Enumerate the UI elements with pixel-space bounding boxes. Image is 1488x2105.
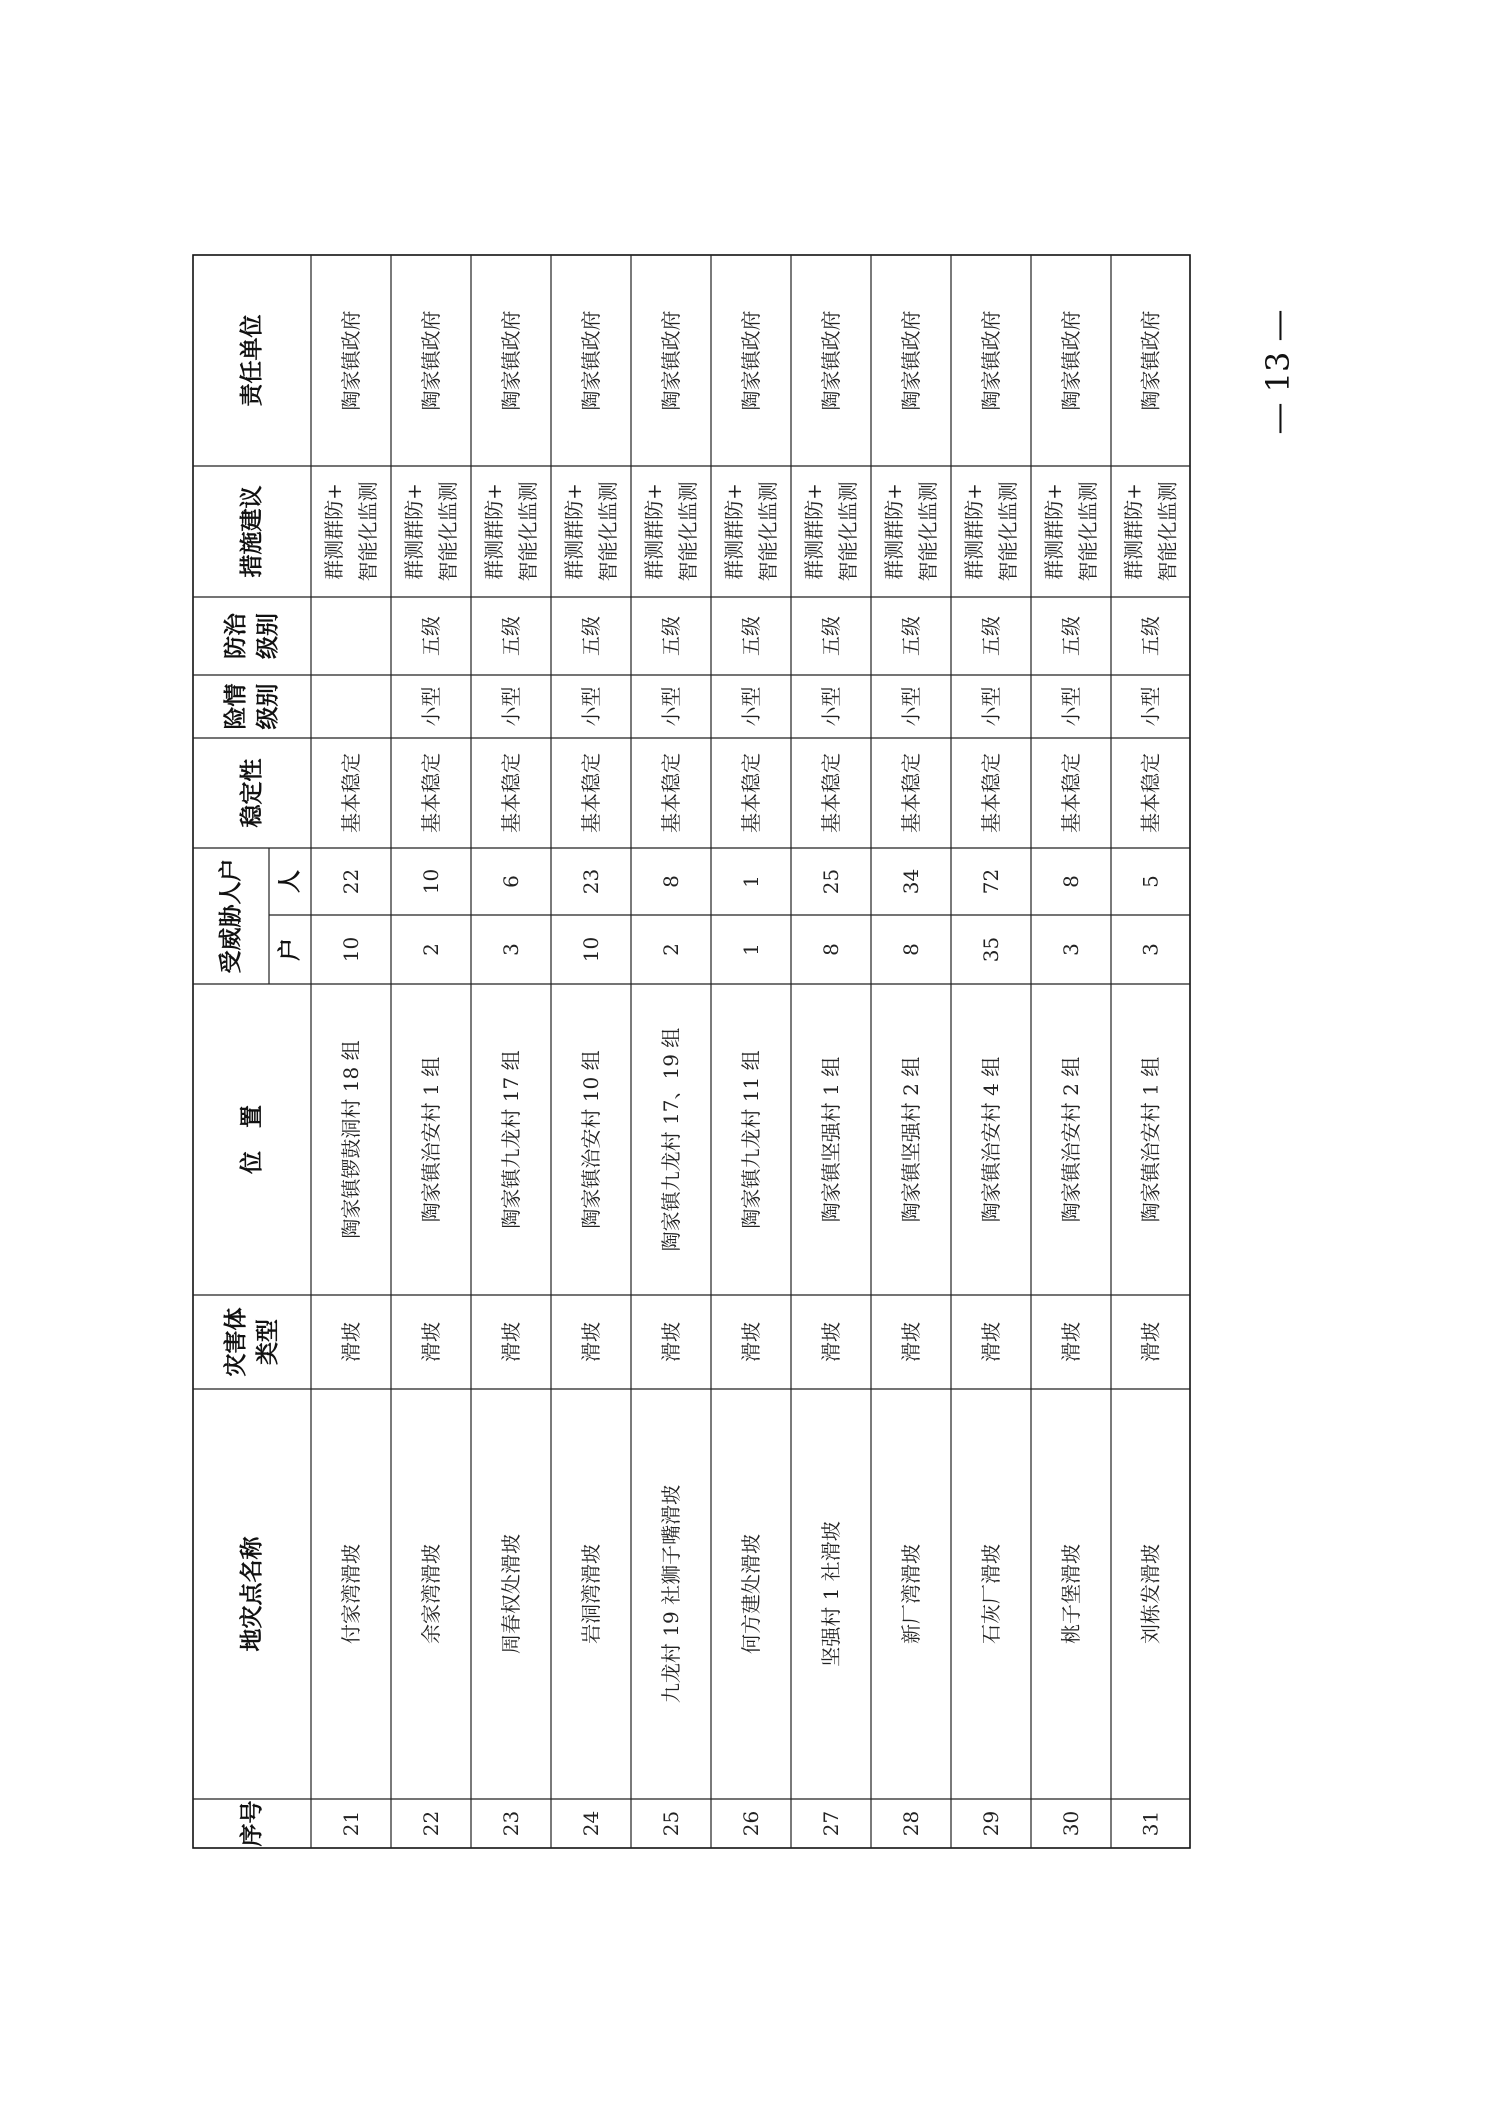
cell-households: 2 <box>419 943 443 956</box>
header-prevention-line2: 级别 <box>255 613 281 659</box>
header-location: 位 置 <box>239 1105 265 1174</box>
header-type-line1: 灾害体 <box>223 1307 249 1377</box>
header-name: 地灾点名称 <box>239 1536 265 1652</box>
cell-households: 8 <box>819 943 843 956</box>
cell-seq: 24 <box>579 1810 603 1837</box>
cell-prevention: 五级 <box>899 616 923 656</box>
cell-measures-line1: 群测群防+ <box>642 483 666 580</box>
cell-measures-line1: 群测群防+ <box>1121 483 1146 580</box>
cell-stability: 基本稳定 <box>819 753 843 833</box>
cell-name: 石灰厂滑坡 <box>979 1544 1003 1644</box>
cell-prevention: 五级 <box>419 616 443 656</box>
cell-danger: 小型 <box>579 686 603 727</box>
cell-danger: 小型 <box>499 686 523 727</box>
cell-unit: 陶家镇政府 <box>579 310 603 411</box>
cell-measures-line2: 智能化监测 <box>596 481 620 582</box>
cell-people: 34 <box>899 868 923 895</box>
header-danger-line2: 级别 <box>255 683 281 730</box>
cell-measures-line2: 智能化监测 <box>996 481 1020 582</box>
cell-unit: 陶家镇政府 <box>1059 310 1083 411</box>
cell-stability: 基本稳定 <box>1059 753 1083 833</box>
cell-unit: 陶家镇政府 <box>819 310 843 411</box>
cell-prevention: 五级 <box>579 616 603 656</box>
cell-name: 岩洞湾滑坡 <box>579 1544 603 1644</box>
cell-people: 1 <box>739 875 763 888</box>
header-unit: 责任单位 <box>239 314 265 407</box>
header-measures: 措施建议 <box>239 485 265 578</box>
cell-type: 滑坡 <box>339 1322 363 1362</box>
cell-households: 3 <box>1059 943 1083 956</box>
cell-seq: 31 <box>1138 1810 1163 1837</box>
cell-danger: 小型 <box>1059 686 1083 727</box>
cell-measures-line1: 群测群防+ <box>322 483 346 580</box>
cell-location: 陶家镇坚强村 2 组 <box>899 1056 923 1223</box>
cell-households: 35 <box>979 936 1003 963</box>
cell-unit: 陶家镇政府 <box>419 310 443 411</box>
cell-location: 陶家镇治安村 1 组 <box>419 1056 443 1223</box>
cell-measures-line2: 智能化监测 <box>676 481 700 582</box>
cell-stability: 基本稳定 <box>339 753 363 833</box>
table-row <box>562 311 620 1837</box>
cell-unit: 陶家镇政府 <box>739 310 763 411</box>
cell-danger: 小型 <box>739 686 763 727</box>
cell-measures-line2: 智能化监测 <box>916 481 940 582</box>
table-row <box>882 311 940 1837</box>
table-row <box>1042 311 1100 1837</box>
table-row <box>802 311 860 1837</box>
cell-stability: 基本稳定 <box>419 753 443 833</box>
cell-danger: 小型 <box>819 686 843 727</box>
cell-people: 5 <box>1138 875 1163 888</box>
cell-type: 滑坡 <box>659 1322 683 1362</box>
header-seq: 序号 <box>239 1800 265 1847</box>
cell-measures-line2: 智能化监测 <box>516 481 540 582</box>
cell-location: 陶家镇治安村 4 组 <box>979 1056 1003 1223</box>
cell-name: 坚强村 1 社滑坡 <box>819 1521 843 1667</box>
cell-location: 陶家镇九龙村 17 组 <box>499 1050 523 1229</box>
cell-name: 何方建处滑坡 <box>739 1534 763 1654</box>
cell-measures-line1: 群测群防+ <box>562 483 586 580</box>
cell-name: 付家湾滑坡 <box>339 1544 363 1644</box>
header-threat: 受威胁人户 <box>218 858 244 974</box>
cell-stability: 基本稳定 <box>579 753 603 833</box>
cell-people: 6 <box>499 875 523 888</box>
cell-location: 陶家镇锣鼓洞村 18 组 <box>339 1040 363 1239</box>
header-danger-line1: 险情 <box>223 683 249 730</box>
cell-measures-line1: 群测群防+ <box>962 483 986 580</box>
cell-measures-line2: 智能化监测 <box>436 481 460 582</box>
cell-name: 九龙村 19 社狮子嘴滑坡 <box>659 1484 683 1704</box>
cell-households: 10 <box>339 936 363 963</box>
cell-people: 72 <box>979 868 1003 895</box>
cell-measures-line1: 群测群防+ <box>722 483 746 580</box>
table-row <box>322 311 380 1837</box>
table-row <box>722 311 780 1837</box>
cell-danger: 小型 <box>419 686 443 727</box>
cell-prevention: 五级 <box>499 616 523 656</box>
cell-stability: 基本稳定 <box>659 753 683 833</box>
cell-location: 陶家镇九龙村 17、19 组 <box>659 1027 683 1252</box>
cell-prevention: 五级 <box>819 616 843 656</box>
cell-people: 22 <box>339 868 363 895</box>
cell-stability: 基本稳定 <box>739 753 763 833</box>
cell-seq: 23 <box>499 1810 523 1837</box>
header-type-line2: 类型 <box>255 1319 281 1365</box>
table-row <box>402 311 460 1837</box>
table-row <box>482 311 540 1837</box>
cell-seq: 22 <box>419 1810 443 1837</box>
cell-location: 陶家镇九龙村 11 组 <box>739 1050 763 1229</box>
cell-unit: 陶家镇政府 <box>1138 310 1163 411</box>
header-households: 户 <box>277 938 303 961</box>
cell-stability: 基本稳定 <box>899 753 923 833</box>
cell-type: 滑坡 <box>739 1322 763 1362</box>
cell-location: 陶家镇治安村 1 组 <box>1138 1056 1163 1223</box>
cell-unit: 陶家镇政府 <box>659 310 683 411</box>
cell-name: 刘栋发滑坡 <box>1138 1544 1163 1644</box>
cell-people: 25 <box>819 868 843 895</box>
cell-seq: 21 <box>339 1810 363 1837</box>
cell-households: 8 <box>899 943 923 956</box>
cell-danger: 小型 <box>979 686 1003 727</box>
cell-unit: 陶家镇政府 <box>499 310 523 411</box>
cell-danger: 小型 <box>659 686 683 727</box>
cell-prevention: 五级 <box>979 616 1003 656</box>
cell-households: 3 <box>499 943 523 956</box>
cell-prevention: 五级 <box>739 616 763 656</box>
cell-measures-line1: 群测群防+ <box>1042 483 1066 580</box>
cell-seq: 30 <box>1059 1810 1083 1837</box>
header-prevention-line1: 防治 <box>223 613 249 659</box>
cell-type: 滑坡 <box>979 1322 1003 1362</box>
cell-people: 10 <box>419 868 443 895</box>
header-people: 人 <box>277 870 303 893</box>
cell-seq: 25 <box>659 1810 683 1837</box>
cell-stability: 基本稳定 <box>499 753 523 833</box>
cell-name: 桃子堡滑坡 <box>1059 1544 1083 1644</box>
table-body <box>322 311 1180 1837</box>
cell-households: 3 <box>1138 943 1163 956</box>
header-stability: 稳定性 <box>239 758 265 828</box>
page-number: — 13 — <box>1259 309 1297 435</box>
cell-stability: 基本稳定 <box>979 753 1003 833</box>
cell-location: 陶家镇坚强村 1 组 <box>819 1056 843 1223</box>
cell-name: 周春权处滑坡 <box>499 1534 523 1654</box>
cell-type: 滑坡 <box>579 1322 603 1362</box>
cell-location: 陶家镇治安村 10 组 <box>579 1050 603 1229</box>
cell-measures-line2: 智能化监测 <box>1076 481 1100 582</box>
table-row <box>1122 311 1180 1837</box>
cell-measures-line1: 群测群防+ <box>482 483 506 580</box>
cell-unit: 陶家镇政府 <box>979 310 1003 411</box>
cell-seq: 28 <box>899 1810 923 1837</box>
cell-name: 余家湾滑坡 <box>419 1544 443 1644</box>
table-row <box>642 311 700 1837</box>
cell-households: 10 <box>579 936 603 963</box>
cell-location: 陶家镇治安村 2 组 <box>1059 1056 1083 1223</box>
cell-households: 1 <box>739 943 763 956</box>
cell-households: 2 <box>659 943 683 956</box>
cell-stability: 基本稳定 <box>1138 753 1163 833</box>
cell-measures-line2: 智能化监测 <box>756 481 780 582</box>
cell-unit: 陶家镇政府 <box>899 310 923 411</box>
cell-measures-line1: 群测群防+ <box>402 483 426 580</box>
cell-seq: 26 <box>739 1810 763 1837</box>
cell-unit: 陶家镇政府 <box>339 310 363 411</box>
cell-type: 滑坡 <box>1059 1322 1083 1362</box>
cell-type: 滑坡 <box>499 1322 523 1362</box>
cell-measures-line2: 智能化监测 <box>356 481 380 582</box>
table-row <box>962 311 1020 1837</box>
cell-measures-line1: 群测群防+ <box>882 483 906 580</box>
cell-people: 23 <box>579 868 603 895</box>
cell-type: 滑坡 <box>899 1322 923 1362</box>
cell-prevention: 五级 <box>1059 616 1083 656</box>
cell-seq: 27 <box>819 1810 843 1837</box>
cell-type: 滑坡 <box>419 1322 443 1362</box>
cell-people: 8 <box>659 875 683 888</box>
cell-prevention: 五级 <box>659 616 683 656</box>
cell-type: 滑坡 <box>1138 1322 1163 1362</box>
cell-name: 新厂湾滑坡 <box>899 1544 923 1644</box>
cell-measures-line1: 群测群防+ <box>802 483 826 580</box>
cell-prevention: 五级 <box>1138 616 1163 656</box>
cell-danger: 小型 <box>1138 686 1163 727</box>
cell-type: 滑坡 <box>819 1322 843 1362</box>
cell-measures-line2: 智能化监测 <box>836 481 860 582</box>
cell-seq: 29 <box>979 1810 1003 1837</box>
cell-danger: 小型 <box>899 686 923 727</box>
cell-measures-line2: 智能化监测 <box>1155 481 1180 582</box>
cell-people: 8 <box>1059 875 1083 888</box>
table-header <box>217 315 303 1847</box>
